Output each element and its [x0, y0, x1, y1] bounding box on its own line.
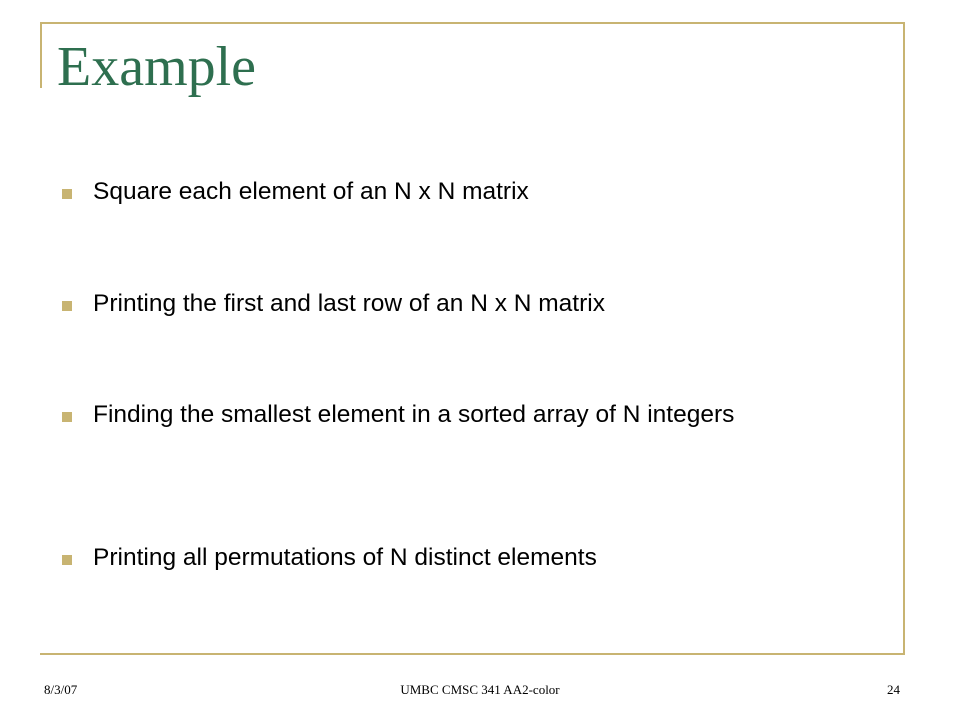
bullet-text: Finding the smallest element in a sorted array of N integers	[93, 401, 735, 428]
bullet-text: Printing all permutations of N distinct elements	[93, 544, 597, 571]
square-bullet-icon	[62, 555, 72, 565]
bullet-text: Printing the first and last row of an N x N matrix	[93, 290, 605, 317]
square-bullet-icon	[62, 301, 72, 311]
frame-bottom-line	[40, 653, 905, 655]
footer-date: 8/3/07	[44, 682, 78, 697]
frame-top-line	[40, 22, 904, 24]
slide-title: Example	[57, 36, 257, 98]
footer-page-number: 24	[887, 682, 900, 697]
footer-course-label: UMBC CMSC 341 AA2-color	[400, 682, 560, 697]
square-bullet-icon	[62, 189, 72, 199]
square-bullet-icon	[62, 412, 72, 422]
frame-right-line	[903, 22, 905, 654]
frame-left-line	[40, 22, 42, 88]
bullet-text: Square each element of an N x N matrix	[93, 178, 529, 205]
